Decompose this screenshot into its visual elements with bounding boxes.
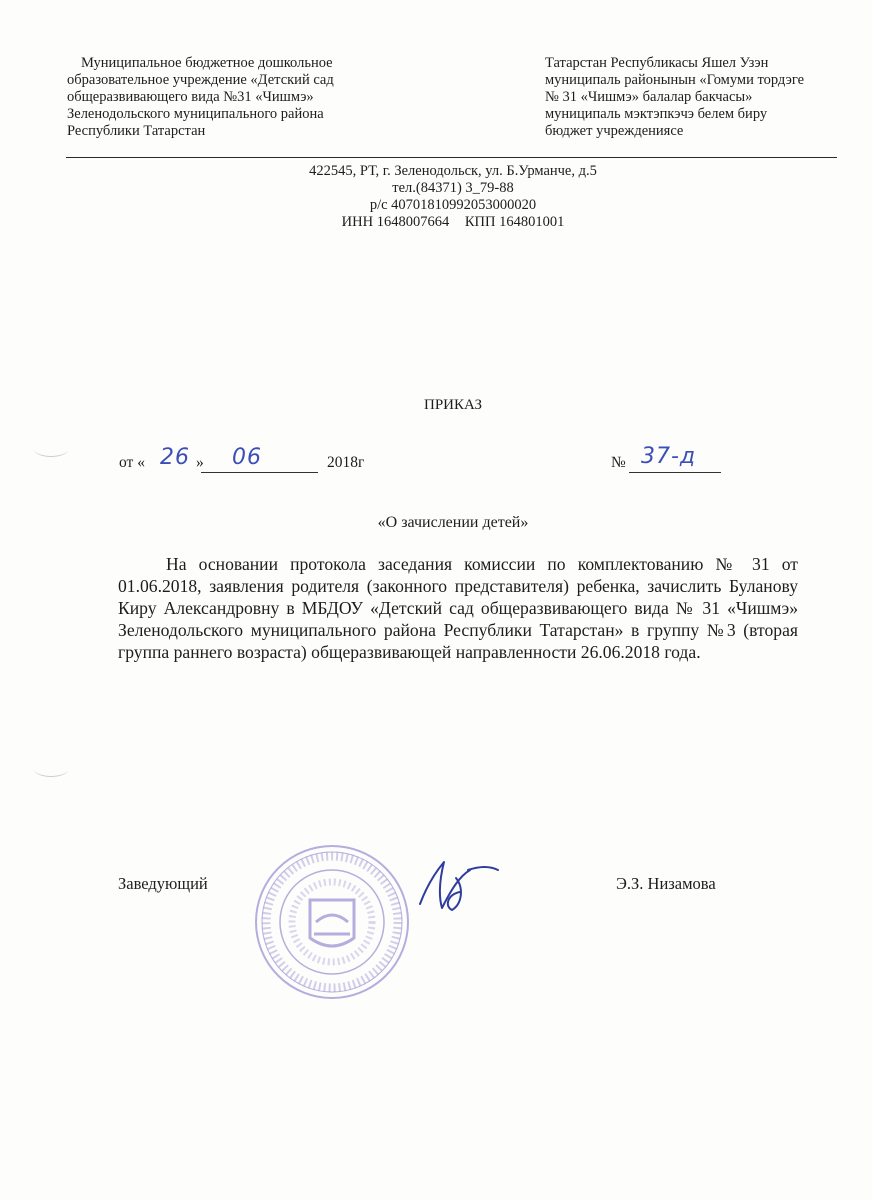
header-left-line: Муниципальное бюджетное дошкольное	[81, 55, 333, 71]
punch-hole-mark-top	[34, 442, 68, 457]
seal-graphic	[252, 842, 412, 1002]
header-divider	[66, 157, 837, 158]
header-right-line: Татарстан Республикасы Яшел Узэн	[545, 55, 769, 71]
organization-name-ru	[67, 55, 334, 140]
signature-graphic	[412, 848, 502, 918]
contact-details	[0, 163, 872, 231]
inn: ИНН 1648007664	[341, 214, 450, 230]
handwritten-signature-icon	[412, 848, 502, 923]
bank-account: р/с 40701810992053000020	[369, 197, 537, 213]
order-number-handwritten: 37-д	[641, 444, 697, 469]
header-right-line: бюджет учреждениясе	[545, 123, 684, 139]
header-left-line: Республики Татарстан	[67, 123, 206, 139]
document-title: ПРИКАЗ	[424, 397, 482, 413]
date-prefix: от «	[119, 454, 145, 471]
order-body: На основании протокола заседания комиссии по комплектованию № 31 от 01.06.2018, заявления родителя (законного представителя) ребенка, зачислить Буланову Киру Александровну в МБДОУ «Детский сад общеразвивающего вида № 31 «Чишмэ» Зеленодольского муниципального района Республики Татарстан» в группу №3 (вторая группа раннего возраста) общеразвивающей направленности 26.06.2018 года.	[118, 554, 798, 662]
header-left-line: образовательное учреждение «Детский сад	[67, 72, 334, 88]
header-right-line: муниципаль районынын «Гомуми тордэге	[545, 72, 805, 88]
kpp: КПП 164801001	[464, 214, 565, 230]
signer-position: Заведующий	[118, 874, 208, 893]
date-day-handwritten: 26	[160, 445, 190, 470]
tax-ids	[0, 214, 872, 231]
header-left-line: общеразвивающего вида №31 «Чишмэ»	[67, 89, 314, 105]
address: 422545, РТ, г. Зеленодольск, ул. Б.Урманче, д.5	[309, 163, 597, 179]
punch-hole-mark-bottom	[34, 762, 68, 777]
signer-name: Э.З. Низамова	[616, 874, 716, 893]
header-left-line: Зеленодольского муниципального района	[67, 106, 324, 122]
date-separator: »	[196, 454, 204, 471]
round-stamp-icon	[252, 842, 412, 1007]
header-right-line: № 31 «Чишмэ» балалар бакчасы»	[545, 89, 753, 105]
date-year: 2018г	[327, 454, 365, 471]
date-month-handwritten: 06	[232, 445, 262, 470]
organization-name-tt	[545, 55, 804, 140]
order-number-label: №	[611, 454, 626, 471]
order-subject: «О зачислении детей»	[377, 514, 529, 531]
header-right-line: муниципаль мэктэпкэчэ белем биру	[545, 106, 768, 122]
phone: тел.(84371) 3_79-88	[392, 180, 514, 196]
